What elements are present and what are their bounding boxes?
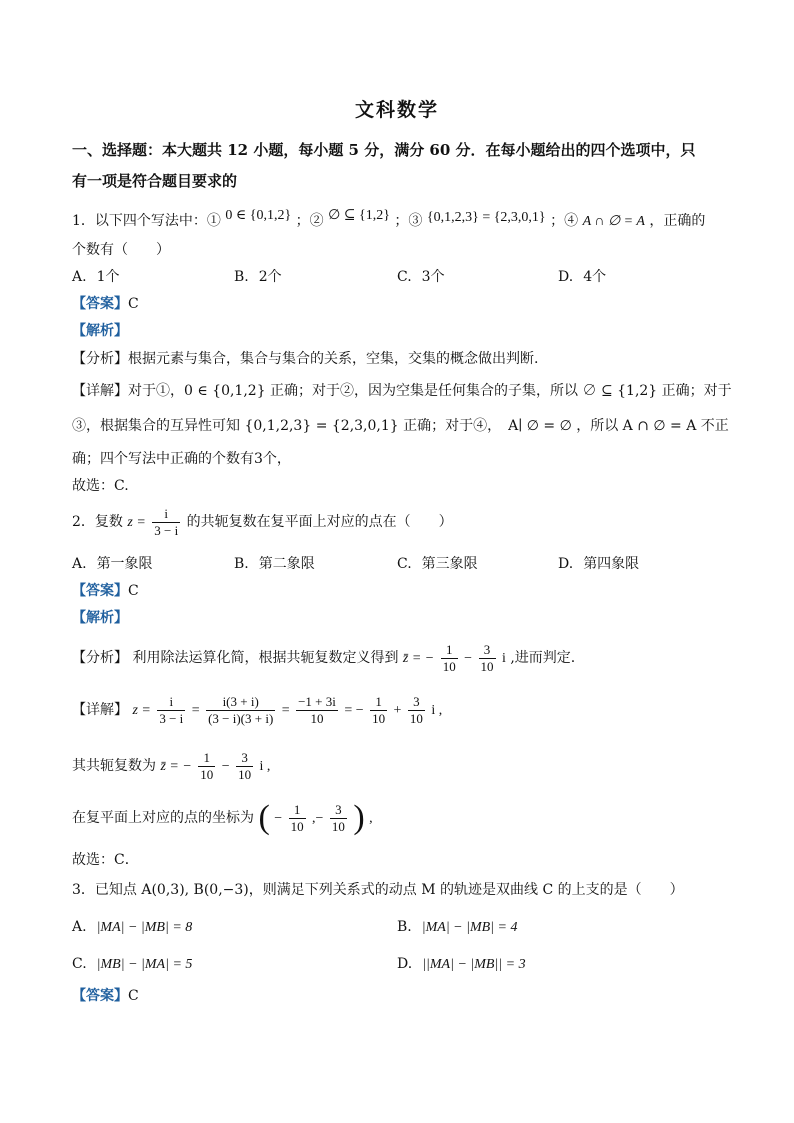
fraction-denominator: 10	[200, 766, 214, 782]
fraction-denominator: 3 − i	[159, 710, 184, 726]
detail-eq-2: =	[281, 703, 290, 718]
conj-prefix: 其共轭复数为	[72, 758, 156, 774]
fraction-numerator: 3	[330, 802, 347, 819]
option-letter: D.	[558, 556, 574, 572]
fraction-numerator: −1 + 3i	[298, 693, 336, 709]
conj-lhs: z̄ = −	[160, 759, 192, 774]
q3-option-a	[72, 917, 192, 938]
q1-detail-line3: 确；四个写法中正确的个数有3个，	[72, 451, 291, 467]
option-letter: B.	[397, 919, 412, 935]
q1-expr3: {0,1,2,3} = {2,3,0,1}	[426, 210, 546, 225]
fenxi-prefix: 利用除法运算化简，根据共轭复数定义得到	[132, 650, 399, 666]
fraction-denominator: 3 − i	[154, 522, 179, 538]
q1-prefix: 1．以下四个写法中：①	[72, 213, 221, 229]
q1-option-b	[234, 267, 282, 287]
q1-stem-line2: 个数有（ ）	[72, 242, 170, 258]
option-text: 第二象限	[258, 556, 315, 572]
option-letter: D.	[397, 956, 413, 972]
detail-lhs: z =	[132, 703, 151, 718]
fraction-numerator: 3	[236, 750, 253, 767]
option-text: 4个	[583, 269, 607, 285]
fenxi-text: 根据元素与集合，集合与集合的关系，空集，交集的概念做出判断.	[128, 351, 539, 367]
point-prefix: 在复平面上对应的点的坐标为	[72, 810, 254, 826]
option-text: 第四象限	[583, 556, 640, 572]
q2-suffix: 的共轭复数在复平面上对应的点在（ ）	[186, 514, 453, 530]
fraction-denominator: (3 − i)(3 + i)	[208, 710, 274, 726]
detail-tag: 【详解】	[72, 702, 128, 718]
q1-sep4: ；④	[550, 213, 579, 229]
detail-fraction-2	[206, 694, 275, 727]
q2-stem	[72, 504, 453, 541]
q2-option-b	[234, 554, 315, 574]
answer-value: C	[128, 296, 139, 312]
detail-tail: i ,	[431, 703, 443, 718]
point-tail: ,	[369, 811, 373, 826]
option-text: 3个	[421, 269, 445, 285]
answer-tag: 【答案】	[72, 296, 128, 312]
answer-tag: 【答案】	[72, 988, 128, 1004]
q1-option-d	[558, 267, 606, 287]
q1-sep2: ；②	[295, 213, 324, 229]
q3-answer	[72, 986, 139, 1006]
option-letter: A.	[72, 919, 87, 935]
q1-answer	[72, 294, 139, 314]
option-letter: B.	[234, 556, 249, 572]
fenxi-minus: −	[464, 651, 473, 666]
answer-value: C	[128, 583, 139, 599]
q1-detail-line1	[72, 381, 732, 401]
option-text: |MA| − |MB| = 4	[421, 920, 518, 935]
detail-fraction-1	[157, 694, 185, 727]
option-letter: A.	[72, 269, 87, 285]
option-text: |MB| − |MA| = 5	[96, 957, 193, 972]
q2-z-lhs: z =	[127, 515, 146, 530]
option-letter: A.	[72, 556, 87, 572]
fenxi-tag: 【分析】	[72, 351, 128, 367]
fenxi-fraction-2	[479, 642, 496, 675]
q2-option-c	[397, 554, 478, 574]
point-fraction-1	[289, 802, 306, 835]
fenxi-suffix: ,进而判定.	[510, 650, 576, 666]
option-letter: C.	[72, 956, 87, 972]
fraction-numerator: i(3 + i)	[206, 694, 275, 711]
detail-eq-1: =	[191, 703, 200, 718]
q2-option-a	[72, 554, 153, 574]
detail-plus: +	[393, 703, 402, 718]
fraction-numerator: 1	[198, 750, 215, 767]
q1-option-a	[72, 267, 119, 287]
q2-conjugate	[72, 746, 270, 787]
fraction-numerator: 1	[289, 802, 306, 819]
option-letter: D.	[558, 269, 574, 285]
fenxi-lhs: z̄ = −	[402, 651, 435, 666]
q1-expr1: 0 ∈ {0,1,2}	[225, 208, 292, 223]
q2-analysis-tag: 【解析】	[72, 610, 128, 626]
fraction-denominator: 10	[238, 766, 252, 782]
section-heading-line1: 一、选择题：本大题共 12 小题，每小题 5 分，满分 60 分．在每小题给出的四个选项中，只	[72, 141, 696, 159]
option-text: 1个	[96, 269, 120, 285]
option-text: ||MA| − |MB|| = 3	[422, 957, 526, 972]
page-title: 文科数学	[354, 99, 439, 121]
q3-option-c	[72, 954, 192, 975]
q1-analysis-tag: 【解析】	[72, 323, 128, 339]
fraction-denominator: 10	[331, 818, 345, 834]
fraction-denominator: 10	[310, 710, 324, 726]
conj-minus: −	[221, 759, 230, 774]
answer-value: C	[128, 988, 139, 1004]
detail-eq-3: = −	[344, 703, 364, 718]
q2-fenxi	[72, 638, 575, 679]
point-left-paren: (	[258, 799, 270, 836]
detail-tag: 【详解】	[72, 383, 128, 399]
q1-conclusion: 故选：C.	[72, 478, 129, 494]
q1-detail-line2: ③，根据集合的互异性可知 {0,1,2,3} = {2,3,0,1} 正确；对于④， A∣ ∅ = ∅ ，所以 A ∩ ∅ = A 不正	[72, 418, 729, 434]
q2-detail	[72, 688, 442, 733]
fraction-numerator: 1	[370, 694, 387, 711]
q2-conclusion: 故选：C．	[72, 852, 139, 868]
detail-fraction-3	[296, 694, 338, 727]
fenxi-fraction-1	[441, 642, 458, 675]
option-letter: C.	[397, 269, 412, 285]
q1-stem-line1	[72, 208, 706, 232]
point-neg: −	[274, 811, 283, 826]
fraction-numerator: 3	[479, 642, 496, 659]
section-heading-line2: 有一项是符合题目要求的	[72, 172, 238, 190]
fraction-denominator: 10	[442, 658, 456, 674]
option-text: |MA| − |MB| = 8	[96, 920, 193, 935]
fraction-numerator: 1	[441, 642, 458, 659]
detail-text: 对于①，0 ∈ {0,1,2} 正确；对于②，因为空集是任何集合的子集，所以 ∅ ⊆ {1,2} 正确；对于	[128, 383, 732, 399]
option-letter: B.	[234, 269, 249, 285]
detail-fraction-5	[408, 694, 425, 727]
q3-stem: 3．已知点 A(0,3), B(0,−3)，则满足下列关系式的动点 M 的轨迹是双曲线 C 的上支的是（ ）	[72, 882, 684, 898]
detail-fraction-4	[370, 694, 387, 727]
option-text: 2个	[258, 269, 282, 285]
q2-fraction	[152, 506, 180, 539]
fraction-denominator: 10	[372, 710, 386, 726]
q1-expr2: ∅ ⊆ {1,2}	[328, 208, 390, 223]
option-letter: C.	[397, 556, 412, 572]
conj-tail: i ,	[259, 759, 271, 774]
fraction-numerator: i	[152, 506, 180, 523]
q3-option-d	[397, 954, 526, 975]
fenxi-tag: 【分析】	[72, 650, 128, 666]
option-text: 第三象限	[421, 556, 478, 572]
fraction-denominator: 10	[480, 658, 494, 674]
point-right-paren: )	[353, 799, 365, 836]
fraction-denominator: 10	[409, 710, 423, 726]
fraction-numerator: i	[157, 694, 185, 711]
fenxi-imag-unit: i	[501, 651, 506, 666]
fraction-denominator: 10	[290, 818, 304, 834]
conj-fraction-1	[198, 750, 215, 783]
q1-sep3: ；③	[394, 213, 423, 229]
conj-fraction-2	[236, 750, 253, 783]
q2-answer	[72, 581, 139, 601]
q2-option-d	[558, 554, 639, 574]
point-comma: ,−	[312, 811, 324, 826]
point-fraction-2	[330, 802, 347, 835]
q1-expr4: A ∩ ∅ = A	[582, 214, 645, 229]
answer-tag: 【答案】	[72, 583, 128, 599]
q1-suffix: ，正确的	[649, 213, 706, 229]
option-text: 第一象限	[96, 556, 153, 572]
fraction-numerator: 3	[408, 694, 425, 711]
q2-point	[72, 796, 373, 841]
q1-option-c	[397, 267, 445, 287]
q1-fenxi	[72, 349, 538, 369]
q2-prefix: 2．复数	[72, 514, 123, 530]
q3-option-b	[397, 917, 517, 938]
